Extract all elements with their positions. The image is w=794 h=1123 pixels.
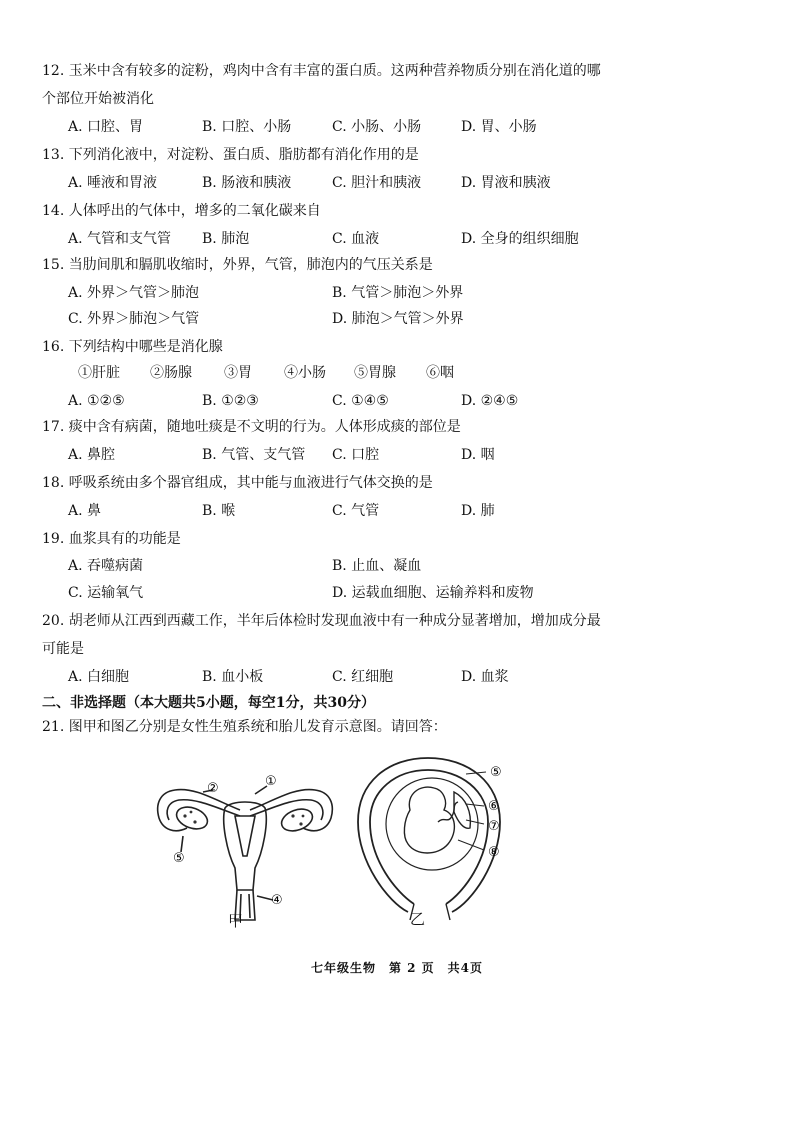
- q12-stem-line2: 个部位开始被消化: [42, 91, 154, 107]
- jia-marker-1: ①: [265, 774, 277, 789]
- q13-option-c: C. 胆汁和胰液: [332, 175, 422, 191]
- q17-option-d: D. 咽: [461, 447, 495, 463]
- q13-option-a: A. 唾液和胃液: [68, 175, 158, 191]
- q12-option-b: B. 口腔、小肠: [202, 119, 292, 135]
- q13-stem: 13. 下列消化液中，对淀粉、蛋白质、脂肪都有消化作用的是: [42, 147, 419, 163]
- section2-title: 二、非选择题（本大题共5小题，每空1分，共30分）: [42, 695, 375, 711]
- q20-option-b: B. 血小板: [202, 669, 264, 685]
- yi-marker-6: ⑥: [488, 799, 500, 814]
- q12-option-c: C. 小肠、小肠: [332, 119, 422, 135]
- q15-option-c: C. 外界＞肺泡＞气管: [68, 311, 200, 327]
- q14-option-b: B. 肺泡: [202, 231, 250, 247]
- q15-option-b: B. 气管＞肺泡＞外界: [332, 285, 464, 301]
- q13-option-b: B. 肠液和胰液: [202, 175, 292, 191]
- q18-option-c: C. 气管: [332, 503, 380, 519]
- q14-option-d: D. 全身的组织细胞: [461, 231, 579, 247]
- q16-item-4: ④小肠: [284, 365, 326, 381]
- q20-option-a: A. 白细胞: [68, 669, 130, 685]
- q12-option-a: A. 口腔、胃: [68, 119, 144, 135]
- q16-item-2: ②肠腺: [150, 365, 192, 381]
- q14-stem: 14. 人体呼出的气体中，增多的二氧化碳来自: [42, 203, 321, 219]
- q17-option-a: A. 鼻腔: [68, 447, 116, 463]
- q16-option-b: B. ①②③: [202, 393, 259, 409]
- q19-option-a: A. 吞噬病菌: [68, 558, 144, 574]
- q12-option-d: D. 胃、小肠: [461, 119, 537, 135]
- q18-option-b: B. 喉: [202, 503, 236, 519]
- q20-option-c: C. 红细胞: [332, 669, 394, 685]
- q20-stem-line2: 可能是: [42, 641, 84, 657]
- q20-option-d: D. 血浆: [461, 669, 509, 685]
- q13-option-d: D. 胃液和胰液: [461, 175, 551, 191]
- q18-option-d: D. 肺: [461, 503, 495, 519]
- q16-option-d: D. ②④⑤: [461, 393, 519, 409]
- figure-yi-fetal-development: [348, 752, 518, 922]
- q12-stem-line1: 12. 玉米中含有较多的淀粉，鸡肉中含有丰富的蛋白质。这两种营养物质分别在消化道的哪: [42, 63, 601, 79]
- figure-jia-label: 甲: [228, 912, 244, 930]
- figure-yi-label: 乙: [410, 910, 426, 928]
- q16-option-c: C. ①④⑤: [332, 393, 389, 409]
- q19-stem: 19. 血浆具有的功能是: [42, 531, 181, 547]
- q16-item-6: ⑥咽: [426, 365, 454, 381]
- q18-option-a: A. 鼻: [68, 503, 102, 519]
- q18-stem: 18. 呼吸系统由多个器官组成，其中能与血液进行气体交换的是: [42, 475, 433, 491]
- q16-item-3: ③胃: [224, 365, 252, 381]
- q14-option-a: A. 气管和支气管: [68, 231, 172, 247]
- yi-marker-8: ⑧: [488, 845, 500, 860]
- q16-option-a: A. ①②⑤: [68, 393, 125, 409]
- figure-jia-female-reproductive-system: [145, 772, 345, 932]
- q20-stem-line1: 20. 胡老师从江西到西藏工作，半年后体检时发现血液中有一种成分显著增加，增加成分最: [42, 613, 601, 629]
- page-footer: 七年级生物 第 2 页 共4页: [310, 961, 484, 975]
- q15-option-d: D. 肺泡＞气管＞外界: [332, 311, 464, 327]
- q15-stem: 15. 当肋间肌和膈肌收缩时，外界，气管，肺泡内的气压关系是: [42, 257, 433, 273]
- q16-stem: 16. 下列结构中哪些是消化腺: [42, 339, 223, 355]
- q14-option-c: C. 血液: [332, 231, 380, 247]
- q17-stem: 17. 痰中含有病菌，随地吐痰是不文明的行为。人体形成痰的部位是: [42, 419, 461, 435]
- q16-item-1: ①肝脏: [78, 365, 120, 381]
- q19-option-c: C. 运输氧气: [68, 585, 144, 601]
- q17-option-c: C. 口腔: [332, 447, 380, 463]
- q16-item-5: ⑤胃腺: [354, 365, 396, 381]
- q17-option-b: B. 气管、支气管: [202, 447, 306, 463]
- yi-marker-5: ⑤: [490, 765, 502, 780]
- q21-stem: 21. 图甲和图乙分别是女性生殖系统和胎儿发育示意图。请回答：: [42, 719, 447, 735]
- yi-marker-7: ⑦: [488, 819, 500, 834]
- q15-option-a: A. 外界＞气管＞肺泡: [68, 285, 200, 301]
- jia-marker-5: ⑤: [173, 851, 185, 866]
- q19-option-b: B. 止血、凝血: [332, 558, 422, 574]
- q19-option-d: D. 运载血细胞、运输养料和废物: [332, 585, 534, 601]
- jia-marker-4: ④: [271, 893, 283, 908]
- jia-marker-2: ②: [207, 781, 219, 796]
